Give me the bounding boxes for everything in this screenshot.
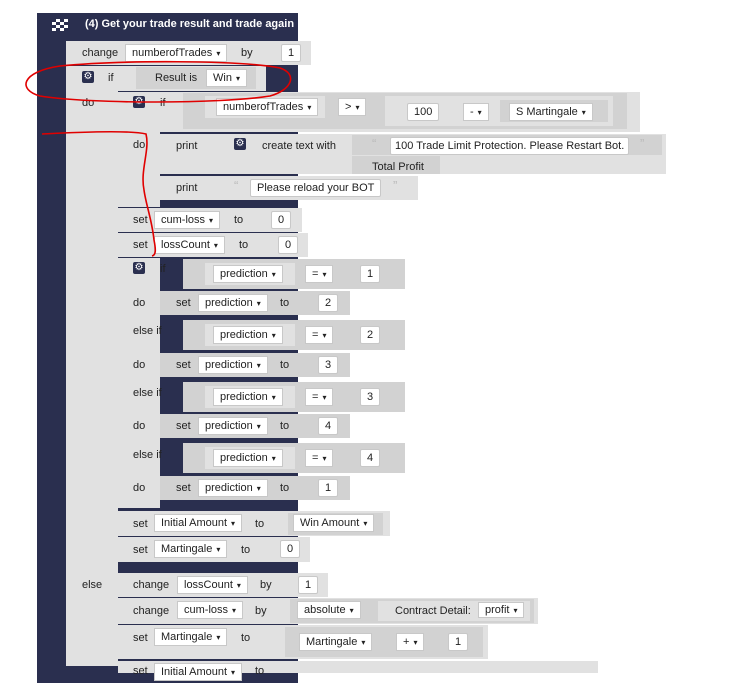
profit-dropdown[interactable]: profit ▾	[478, 602, 524, 618]
to-keyword: to	[280, 297, 290, 309]
if-keyword: if	[160, 97, 166, 109]
absolute-dropdown[interactable]: absolute ▾	[297, 601, 361, 619]
number-field[interactable]: 2	[360, 326, 380, 344]
root-block-header[interactable]	[37, 13, 298, 35]
prediction-dropdown[interactable]: prediction ▾	[213, 388, 283, 406]
number-field[interactable]: 4	[360, 449, 380, 467]
martingale-dropdown[interactable]: Martingale ▾	[154, 628, 227, 646]
change-keyword: change	[133, 605, 170, 617]
quote-close-icon: ”	[393, 178, 398, 193]
prediction-dropdown[interactable]: prediction ▾	[213, 265, 283, 283]
initial-amount-dropdown[interactable]: Initial Amount ▾	[154, 663, 242, 681]
do-keyword: do	[133, 359, 146, 371]
set-keyword: set	[133, 518, 148, 530]
operator-dropdown[interactable]: = ▾	[305, 326, 333, 344]
print-keyword: print	[176, 140, 198, 152]
numberoftrades-dropdown[interactable]: numberofTrades ▾	[216, 98, 318, 116]
result-is-label: Result is	[155, 72, 198, 84]
operator-dropdown[interactable]: + ▾	[396, 633, 424, 651]
by-keyword: by	[260, 579, 272, 591]
martingale-dropdown[interactable]: Martingale ▾	[299, 633, 372, 651]
set-keyword: set	[176, 297, 191, 309]
set-keyword: set	[133, 214, 148, 226]
quote-open-icon: “	[234, 178, 239, 193]
losscount-dropdown[interactable]: lossCount ▾	[177, 576, 248, 594]
gear-icon[interactable]: ⚙	[83, 71, 93, 82]
text-field[interactable]: Please reload your BOT	[250, 179, 381, 197]
to-keyword: to	[241, 544, 251, 556]
cum-loss-dropdown[interactable]: cum-loss ▾	[154, 211, 220, 229]
number-field[interactable]: 4	[318, 417, 338, 435]
flag-checkered-icon	[52, 19, 68, 31]
do-keyword: do	[133, 482, 146, 494]
set-keyword: set	[176, 359, 191, 371]
contract-detail-label: Contract Detail:	[395, 605, 471, 617]
to-keyword: to	[280, 482, 290, 494]
prediction-dropdown[interactable]: prediction ▾	[198, 417, 268, 435]
do-keyword: do	[133, 139, 146, 151]
s-martingale-dropdown[interactable]: S Martingale ▾	[509, 103, 593, 121]
gear-icon[interactable]: ⚙	[134, 262, 144, 273]
result-dropdown[interactable]: Win ▾	[206, 69, 247, 87]
text-field[interactable]: 100 Trade Limit Protection. Please Restart Bot.	[390, 137, 629, 155]
initial-amount-dropdown[interactable]: Initial Amount ▾	[154, 514, 242, 532]
to-keyword: to	[280, 359, 290, 371]
print-keyword: print	[176, 182, 198, 194]
operator-dropdown[interactable]: = ▾	[305, 388, 333, 406]
root-block-title: (4) Get your trade result and trade again	[85, 18, 295, 30]
prediction-dropdown[interactable]: prediction ▾	[213, 449, 283, 467]
do-keyword: do	[133, 420, 146, 432]
number-field[interactable]: 0	[271, 211, 291, 229]
quote-open-icon: “	[372, 136, 377, 151]
number-field[interactable]: 1	[448, 633, 468, 651]
to-keyword: to	[234, 214, 244, 226]
prediction-dropdown[interactable]: prediction ▾	[213, 326, 283, 344]
to-keyword: to	[241, 632, 251, 644]
to-keyword: to	[239, 239, 249, 251]
change-keyword: change	[133, 579, 170, 591]
win-amount-dropdown[interactable]: Win Amount ▾	[293, 514, 374, 532]
quote-close-icon: ”	[640, 136, 645, 151]
number-field[interactable]: 3	[360, 388, 380, 406]
number-field[interactable]: 2	[318, 294, 338, 312]
prediction-dropdown[interactable]: prediction ▾	[198, 294, 268, 312]
by-keyword: by	[241, 47, 253, 59]
change-keyword: change	[82, 47, 119, 59]
if-keyword: if	[108, 72, 114, 84]
set-keyword: set	[133, 239, 148, 251]
number-field[interactable]: 1	[318, 479, 338, 497]
prediction-dropdown[interactable]: prediction ▾	[198, 356, 268, 374]
to-keyword: to	[280, 420, 290, 432]
operator-dropdown[interactable]: = ▾	[305, 449, 333, 467]
total-profit-variable: Total Profit	[372, 161, 424, 173]
cum-loss-dropdown[interactable]: cum-loss ▾	[177, 601, 243, 619]
set-keyword: set	[133, 632, 148, 644]
operator-dropdown[interactable]: - ▾	[463, 103, 489, 121]
else-if-keyword: else if	[133, 449, 162, 461]
create-text-label: create text with	[262, 140, 336, 152]
set-keyword: set	[133, 665, 148, 677]
number-field[interactable]: 0	[278, 236, 298, 254]
set-keyword: set	[176, 420, 191, 432]
prediction-dropdown[interactable]: prediction ▾	[198, 479, 268, 497]
if-keyword: if	[160, 263, 166, 275]
by-keyword: by	[255, 605, 267, 617]
to-keyword: to	[255, 518, 265, 530]
number-field[interactable]: 1	[360, 265, 380, 283]
number-field[interactable]: 0	[280, 540, 300, 558]
number-field[interactable]: 100	[407, 103, 439, 121]
number-field[interactable]: 1	[298, 576, 318, 594]
number-field[interactable]: 3	[318, 356, 338, 374]
martingale-dropdown[interactable]: Martingale ▾	[154, 540, 227, 558]
operator-dropdown[interactable]: = ▾	[305, 265, 333, 283]
set-keyword: set	[176, 482, 191, 494]
do-keyword: do	[82, 97, 95, 109]
else-if-keyword: else if	[133, 325, 162, 337]
numberoftrades-dropdown[interactable]: numberofTrades ▾	[125, 44, 227, 62]
set-keyword: set	[133, 544, 148, 556]
else-if-keyword: else if	[133, 387, 162, 399]
operator-dropdown[interactable]: > ▾	[338, 98, 366, 116]
do-keyword: do	[133, 297, 146, 309]
else-keyword: else	[82, 579, 103, 591]
to-keyword: to	[255, 665, 265, 677]
losscount-dropdown[interactable]: lossCount ▾	[154, 236, 225, 254]
gear-icon[interactable]: ⚙	[134, 96, 144, 107]
gear-icon[interactable]: ⚙	[235, 138, 245, 149]
number-field[interactable]: 1	[281, 44, 301, 62]
